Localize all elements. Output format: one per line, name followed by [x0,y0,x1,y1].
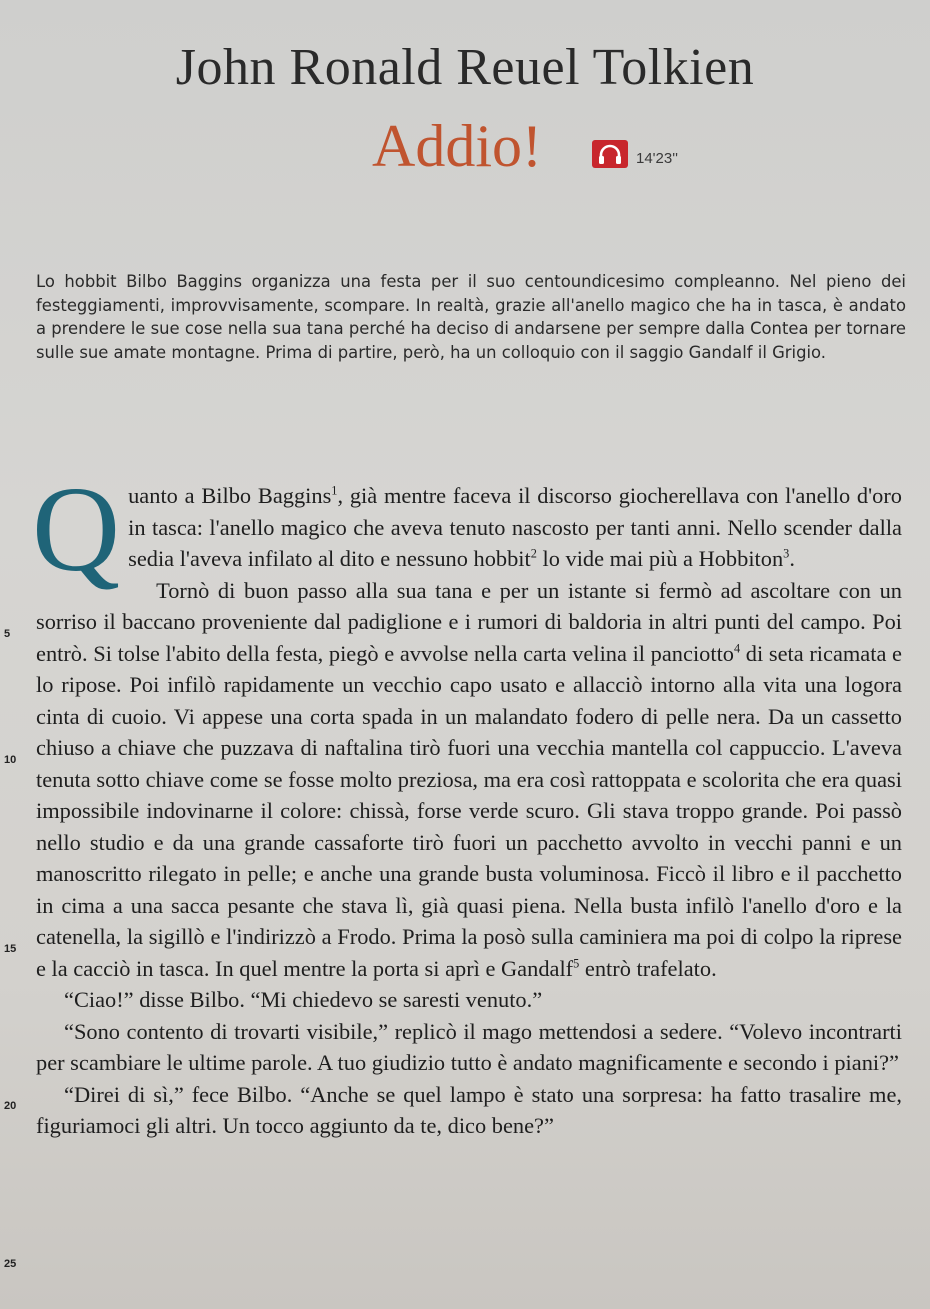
footnote-ref: 4 [734,641,741,656]
line-number: 10 [4,754,17,766]
paragraph-5: “Direi di sì,” fece Bilbo. “Anche se quel lampo è stato una sorpresa: ha fatto trasalire me, figuriamoci gli altri. Un tocco aggiunto da te, dico bene?” [36,1081,902,1138]
paragraph-4: “Sono contento di trovarti visibile,” replicò il mago mettendosi a sedere. “Volevo incontrarti per scambiare le ultime parole. A tuo giudizio tutto è andato magnificamente e secondo i piani?” [36,1018,902,1075]
story-text [4,462,902,1270]
paragraph-2: Tornò di buon passo alla sua tana e per un istante si fermò ad ascoltare con un sorriso il baccano proveniente dal padiglione e i rumori di baldoria in altri punti del campo. Poi entrò. Si tolse l'abito della festa, piegò e avvolse nella carta velina il panciotto$^4$ di seta ricamata e lo ripose. Poi infilò rapidamente un vecchio capo usato e allacciò intorno alla vita una logora cinta di cuoio. Vi appese una corta spada in un malandato fodero di pelle nera. Da un cassetto chiuso a chiave che puzzava di naftalina tirò fuori una vecchia mantella col cappuccio. L'aveva tenuta sotto chiave come se fosse molto preziosa, ma era così rattoppata e scolorita che era quasi impossibile indovinarne il colore: chissà, forse verde scuro. Gli stava troppo grande. Poi passò nello studio e da una grande cassaforte tirò fuori un pacchetto avvolto in vecchi panni e un manoscritto rilegato in pelle; e anche una grande busta voluminosa. Ficcò il libro e il pacchetto in cima a una sacca pesante che stava lì, già quasi piena. Nella busta infilò l'anello d'oro e la catenella, la sigillò e l'indirizzò a Frodo. Prima la posò sulla caminiera ma poi di colpo la riprese e la cacciò in tasca. In quel mentre la porta si aprì e Gandalf$^5$ entrò trafelato. [36,577,902,981]
paragraph-1: Quanto a Bilbo Baggins$^1$, già mentre faceva il discorso giocherellava con l'anello d'oro in tasca: l'anello magico che aveva tenuto nascosto per tanti anni. Nello scender dalla sedia l'aveva infilato al dito e nessuno hobbit$^2$ lo vide mai più a Hobbiton$^3$. [32,462,902,597]
footnote-ref: 1 [331,483,338,498]
line-number: 5 [4,628,11,640]
author-name: John Ronald Reuel Tolkien [175,39,755,96]
line-number: 25 [4,1258,17,1270]
drop-cap: Q [32,462,121,597]
footnote-ref: 2 [530,546,537,561]
intro-summary: Lo hobbit Bilbo Baggins organizza una festa per il suo centoundicesimo compleanno. Nel pieno dei festeggiamenti, improvvisamente, scompare. In realtà, grazie all'anello magico che ha in tasca, è andato a prendere le sue cose nella sua tana perché ha deciso di andarsene per sempre dalla Contea per tornare sulle sue amate montagne. Prima di partire, però, ha un colloquio con il saggio Gandalf il Grigio. [36,272,906,362]
chapter-title: Addio! [372,113,542,179]
line-number: 20 [4,1100,17,1112]
footnote-ref: 5 [573,956,580,971]
line-number: 15 [4,943,17,955]
headphones-icon[interactable] [592,140,628,168]
audio-duration: 14'23'' [636,150,678,167]
title-row [0,112,930,192]
footnote-ref: 3 [783,546,790,561]
paragraph-3: “Ciao!” disse Bilbo. “Mi chiedevo se saresti venuto.” [64,987,543,1012]
